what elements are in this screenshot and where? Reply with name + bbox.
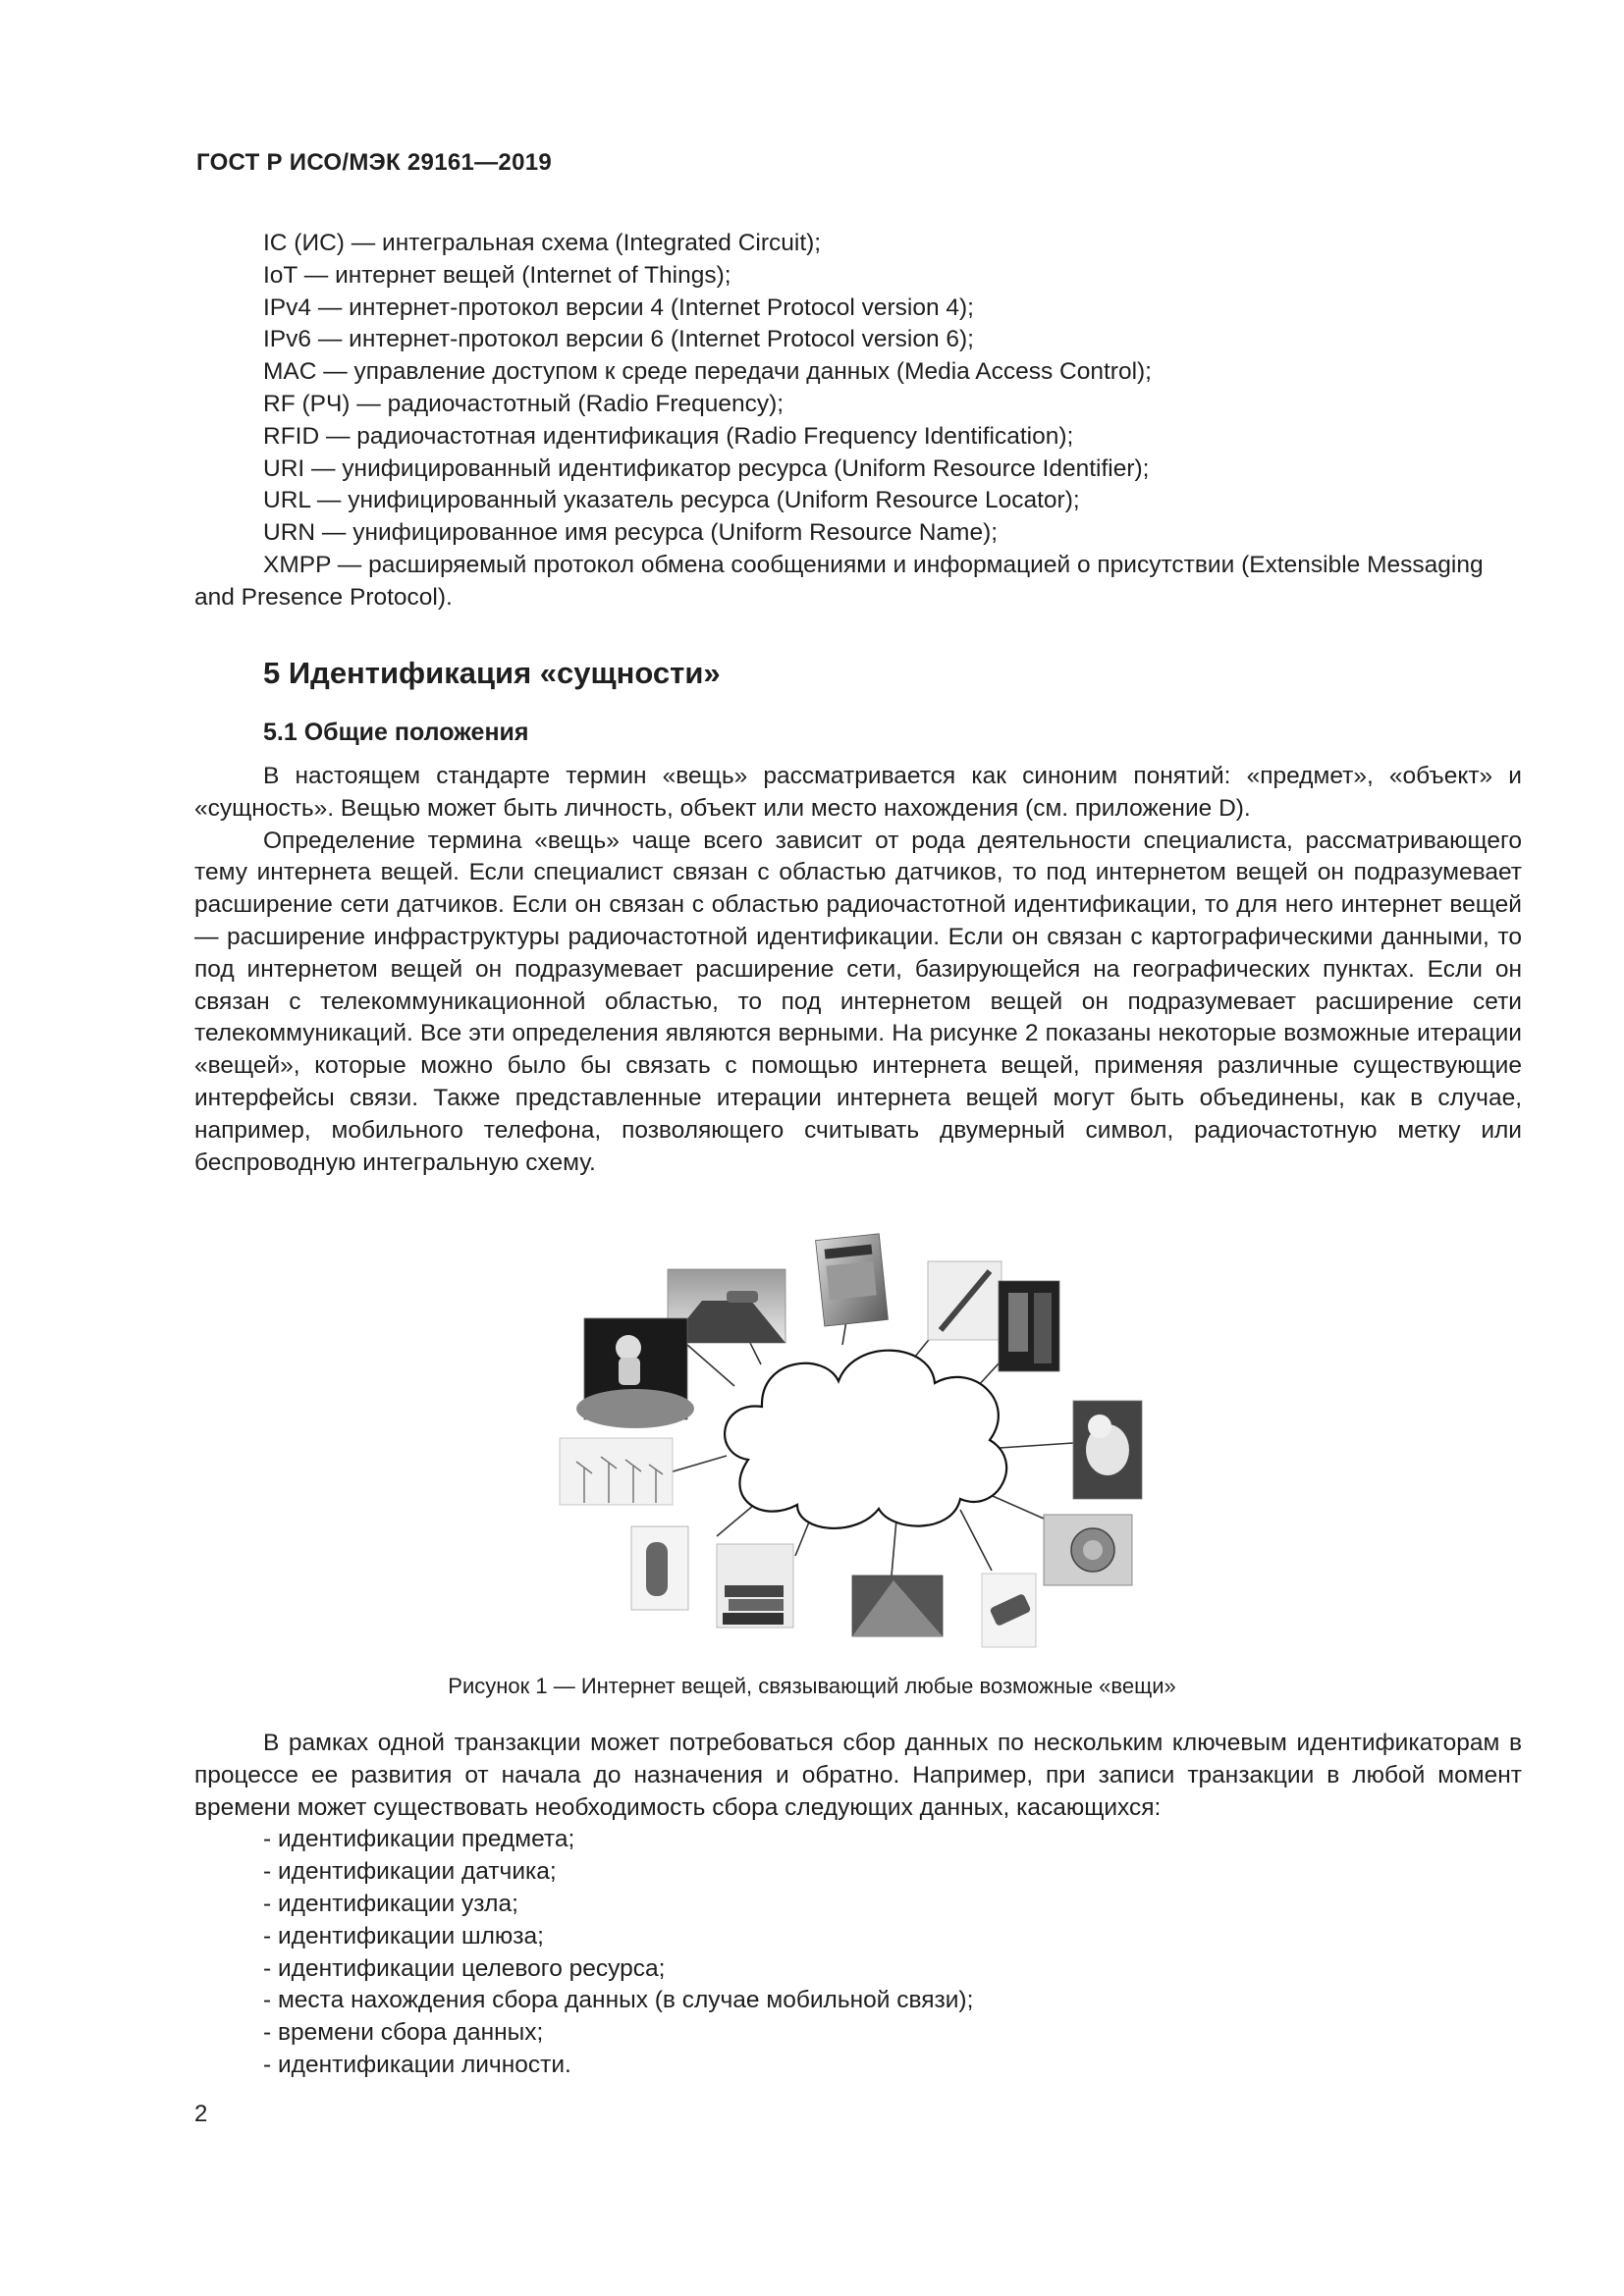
paragraph: В настоящем стандарте термин «вещь» рассматривается как синоним понятий: «предмет», «объект» и «сущность». Вещью может быть личность, объект или место нахождения (см. приложение D).	[194, 763, 1522, 822]
internet-cloud	[725, 1351, 1006, 1528]
abbreviation-list	[194, 228, 1522, 614]
connector-line	[892, 1520, 896, 1575]
gas-meter-thumbnail	[1044, 1515, 1132, 1585]
list-item: - идентификации шлюза;	[263, 1922, 544, 1949]
abbreviation-item: XMPP — расширяемый протокол обмена сообщениями и информацией о присутствии (Extensible Messaging and Presence Protocol).	[194, 551, 1484, 611]
paragraph: Определение термина «вещь» чаще всего зависит от рода деятельности специалиста, рассматривающего тему интернета вещей. Если специалист связан с областью датчиков, то под интернетом вещей он подразумевает расширение сети датчиков. Если он связан с областью радиочастотной идентификации, то для него интернет вещей — расширение инфраструктуры радиочастотной идентификации. Если он связан с картографическими данными, то под интернетом вещей он подразумевает расширение сети, базирующейся на географических пунктах. Если он связан с телекоммуникационной областью, то под интернетом вещей он подразумевает расширение сети телекоммуникаций. Все эти определения являются верными. На рисунке 2 показаны некоторые возможные итерации «вещей», которые можно было бы связать с помощью интернета вещей, применяя различные существующие интерфейсы связи. Также представленные итерации интернета вещей могут быть объединены, как в случае, например, мобильного телефона, позволяющего считывать двумерный символ, радиочастотную метку или беспроводную интегральную схему.	[194, 827, 1522, 1176]
lamb-thumbnail	[1073, 1401, 1142, 1499]
page-number: 2	[194, 2101, 208, 2127]
connector-line	[670, 1456, 727, 1472]
list-item: - идентификации предмета;	[263, 1826, 575, 1853]
pen-thumbnail	[928, 1261, 1001, 1340]
abbreviation-item: URN — унифицированное имя ресурса (Uniform Resource Name);	[263, 519, 999, 547]
abbreviation-item: IC (ИС) — интегральная схема (Integrated Circuit);	[263, 230, 822, 256]
astronaut-thumbnail	[576, 1318, 694, 1428]
list-item: - места нахождения сбора данных (в случае мобильной связи);	[263, 1987, 974, 2014]
list-item: - идентификации датчика;	[263, 1858, 557, 1886]
list-item: - идентификации узла;	[263, 1890, 518, 1917]
abbreviation-item: URI — унифицированный идентификатор ресурса (Uniform Resource Identifier);	[263, 454, 1150, 482]
connector-line	[1000, 1443, 1073, 1448]
mobile-phone-thumbnail	[982, 1574, 1036, 1647]
skyscraper-thumbnail	[852, 1575, 943, 1636]
abbreviation-item: RF (РЧ) — радиочастотный (Radio Frequency);	[263, 390, 785, 417]
paragraph: В рамках одной транзакции может потребоваться сбор данных по нескольким ключевым идентификаторам в процессе ее развития от начала до назначения и обратно. Например, при записи транзакции в любой момент времени может существовать необходимость сбора следующих данных, касающихся:	[194, 1730, 1522, 1821]
newspaper-thumbnail	[816, 1234, 889, 1326]
list-item: - идентификации личности.	[263, 2051, 571, 2078]
phone-handset-thumbnail	[631, 1526, 688, 1610]
list-item: - времени сбора данных;	[263, 2019, 544, 2047]
abbreviation-item: IPv6 — интернет-протокол версии 6 (Internet Protocol version 6);	[263, 326, 974, 353]
subsection-heading: 5.1 Общие положения	[263, 719, 529, 746]
connector-line	[687, 1345, 734, 1386]
list-item: - идентификации целевого ресурса;	[263, 1954, 666, 1982]
connector-line	[717, 1505, 754, 1536]
connector-line	[960, 1510, 992, 1571]
abbreviation-item: IPv4 — интернет-протокол версии 4 (Internet Protocol version 4);	[263, 294, 974, 321]
iot-figure	[530, 1232, 1198, 1654]
abbreviation-item: URL — унифицированный указатель ресурса (Uniform Resource Locator);	[263, 487, 1080, 514]
books-thumbnail	[717, 1544, 793, 1628]
document-header: ГОСТ Р ИСО/МЭК 29161—2019	[196, 149, 553, 176]
data-collection-list	[194, 1824, 1522, 2081]
wind-turbines-thumbnail	[560, 1438, 673, 1505]
section-body	[194, 761, 1522, 1179]
iot-cloud-diagram	[530, 1232, 1198, 1654]
building-interior-thumbnail	[999, 1281, 1059, 1371]
section-heading: 5 Идентификация «сущности»	[263, 656, 721, 690]
section-body-continued	[194, 1728, 1522, 2082]
abbreviation-item: IoT — интернет вещей (Internet of Things);	[263, 261, 731, 289]
abbreviation-item: RFID — радиочастотная идентификация (Radio Frequency Identification);	[263, 422, 1074, 450]
abbreviation-item: MAC — управление доступом к среде передачи данных (Media Access Control);	[263, 358, 1152, 386]
figure-caption: Рисунок 1 — Интернет вещей, связывающий любые возможные «вещи»	[448, 1674, 1176, 1698]
connector-line	[795, 1520, 810, 1556]
